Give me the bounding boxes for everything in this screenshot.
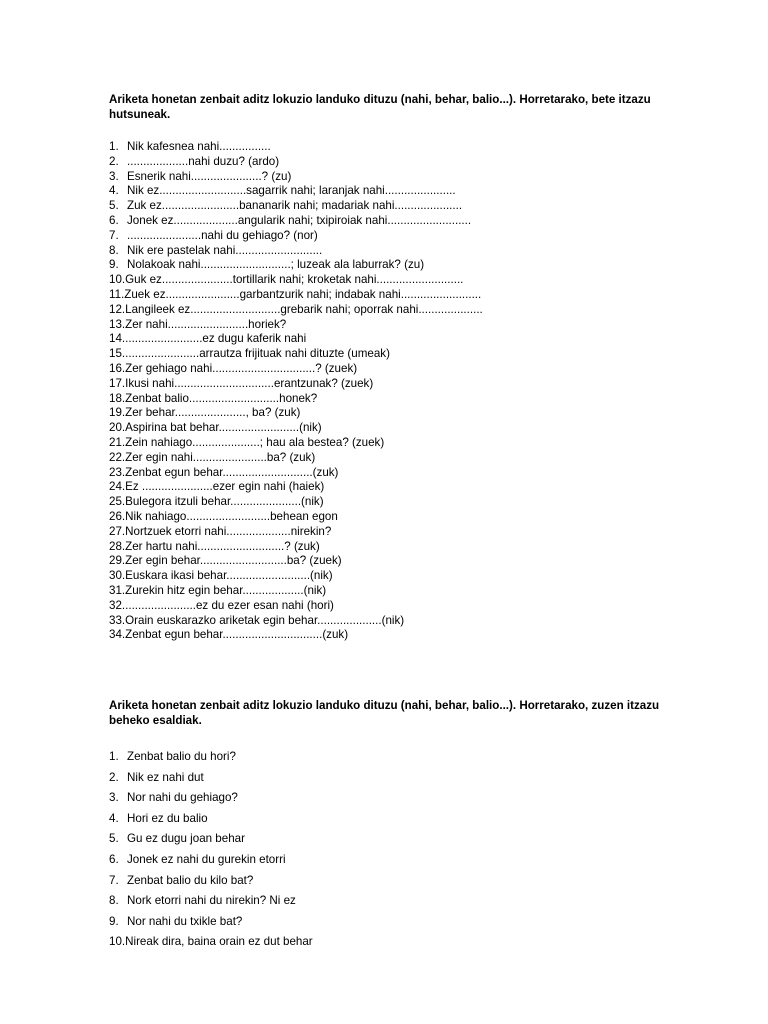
- exercise-item: [109, 406, 669, 421]
- item-text: Bulegora itzuli behar......................(nik): [125, 495, 324, 509]
- item-text: Zenbat egun behar...............................(zuk): [125, 628, 349, 642]
- item-number: 29.: [109, 554, 126, 568]
- item-text: Zer hartu nahi...........................? (zuk): [125, 539, 320, 553]
- item-text: Zein nahiago.....................; hau ala bestea? (zuek): [125, 435, 385, 449]
- item-text: Nik ere pastelak nahi...........................: [127, 243, 323, 257]
- exercise-item: [109, 614, 669, 629]
- item-text: Nik ez nahi dut: [127, 770, 204, 784]
- exercise-instruction: Ariketa honetan zenbait aditz lokuzio landuko dituzu (nahi, behar, balio...). Horretarako, bete itzazu hutsuneak.: [109, 93, 651, 121]
- item-number: 13.: [109, 317, 126, 331]
- exercise-item: [109, 318, 669, 333]
- item-number: 6.: [109, 852, 119, 866]
- exercise-item: [109, 273, 669, 288]
- item-number: 3.: [109, 791, 119, 805]
- item-number: 3.: [109, 169, 119, 183]
- exercise-item: [109, 436, 669, 451]
- exercise-item: [109, 510, 669, 525]
- item-number: 34.: [109, 628, 126, 642]
- exercise-item: [109, 332, 669, 347]
- exercise-item: [109, 891, 669, 912]
- item-text: Nork etorri nahi du nirekin? Ni ez: [127, 894, 296, 908]
- item-text: Jonek ez nahi du gurekin etorri: [127, 852, 286, 866]
- item-text: Nortzuek etorri nahi....................nirekin?: [125, 524, 332, 538]
- item-text: Ez ......................ezer egin nahi (haiek): [125, 480, 325, 494]
- item-number: 2.: [109, 154, 119, 168]
- exercise-item: [109, 932, 669, 953]
- item-number: 21.: [109, 435, 126, 449]
- item-text: Zenbat egun behar............................(zuk): [125, 465, 339, 479]
- exercise-item: [109, 495, 669, 510]
- item-text: Euskara ikasi behar..........................(nik): [125, 569, 333, 583]
- item-number: 19.: [109, 406, 126, 420]
- exercise-list: [109, 140, 669, 643]
- exercise-section-correct-sentences: [109, 698, 669, 953]
- item-text: ...................nahi duzu? (ardo): [127, 154, 280, 168]
- exercise-item: [109, 747, 669, 768]
- item-number: 4.: [109, 184, 119, 198]
- item-number: 24.: [109, 480, 126, 494]
- exercise-item: [109, 584, 669, 599]
- item-number: 10.: [109, 273, 126, 287]
- exercise-item: [109, 599, 669, 614]
- exercise-item: [109, 184, 669, 199]
- item-text: Ikusi nahi...............................erantzunak? (zuek): [125, 376, 374, 390]
- item-text: .......................nahi du gehiago? (nor): [127, 228, 318, 242]
- exercise-item: [109, 258, 669, 273]
- item-number: 27.: [109, 524, 126, 538]
- item-number: 14.: [109, 332, 126, 346]
- item-text: Zuek ez.......................garbantzurik nahi; indabak nahi.........................: [124, 287, 482, 301]
- exercise-item: [109, 244, 669, 259]
- exercise-item: [109, 912, 669, 933]
- item-text: Nor nahi du gehiago?: [127, 791, 238, 805]
- exercise-item: [109, 480, 669, 495]
- item-text: Zer nahi.........................horiek?: [125, 317, 287, 331]
- exercise-item: [109, 199, 669, 214]
- item-text: Nolakoak nahi............................; luzeak ala laburrak? (zu): [127, 258, 425, 272]
- exercise-item: [109, 628, 669, 643]
- item-number: 20.: [109, 421, 126, 435]
- exercise-section-fill-blanks: [109, 92, 669, 643]
- item-text: Nik kafesnea nahi................: [127, 140, 271, 153]
- item-text: ........................ez dugu kaferik nahi: [125, 332, 307, 346]
- item-text: Orain euskarazko ariketak egin behar....................(nik): [125, 613, 405, 627]
- item-number: 8.: [109, 894, 119, 908]
- item-text: Aspirina bat behar.........................(nik): [125, 421, 322, 435]
- exercise-item: [109, 392, 669, 407]
- exercise-item: [109, 140, 669, 155]
- exercise-item: [109, 214, 669, 229]
- item-number: 17.: [109, 376, 126, 390]
- item-text: Zenbat balio............................honek?: [125, 391, 318, 405]
- exercise-list: [109, 747, 669, 953]
- item-number: 25.: [109, 495, 126, 509]
- exercise-item: [109, 303, 669, 318]
- item-number: 31.: [109, 583, 126, 597]
- item-number: 7.: [109, 228, 119, 242]
- item-text: Zurekin hitz egin behar...................(nik): [125, 583, 327, 597]
- item-text: Zer egin nahi.......................ba? (zuk): [125, 450, 316, 464]
- item-number: 16.: [109, 361, 126, 375]
- item-text: Zuk ez........................bananarik nahi; madariak nahi.....................: [127, 199, 463, 213]
- item-text: Hori ez du balio: [127, 811, 208, 825]
- exercise-item: [109, 288, 669, 303]
- exercise-item: [109, 466, 669, 481]
- item-number: 6.: [109, 213, 119, 227]
- item-text: Nor nahi du txikle bat?: [127, 914, 243, 928]
- exercise-item: [109, 809, 669, 830]
- exercise-item: [109, 850, 669, 871]
- item-text: Guk ez......................tortillarik nahi; kroketak nahi...........................: [125, 273, 464, 287]
- item-text: .......................arrautza frijituak nahi dituzte (umeak): [125, 347, 390, 361]
- item-number: 33.: [109, 613, 126, 627]
- exercise-item: [109, 829, 669, 850]
- item-number: 10.: [109, 935, 126, 949]
- item-text: Jonek ez....................angularik nahi; txipiroiak nahi..........................: [127, 213, 472, 227]
- item-number: 1.: [109, 750, 119, 763]
- exercise-item: [109, 451, 669, 466]
- item-number: 9.: [109, 914, 119, 928]
- exercise-item: [109, 569, 669, 584]
- exercise-item: [109, 421, 669, 436]
- item-number: 9.: [109, 258, 119, 272]
- exercise-item: [109, 155, 669, 170]
- item-number: 5.: [109, 199, 119, 213]
- item-text: Langileek ez............................grebarik nahi; oporrak nahi....................: [125, 302, 483, 316]
- item-number: 7.: [109, 873, 119, 887]
- exercise-item: [109, 554, 669, 569]
- exercise-instruction: Ariketa honetan zenbait aditz lokuzio landuko dituzu (nahi, behar, balio...). Horretarako, zuzen itzazu beheko esaldiak.: [109, 699, 660, 727]
- item-number: 5.: [109, 832, 119, 846]
- item-number: 8.: [109, 243, 119, 257]
- item-number: 11.: [109, 287, 125, 301]
- item-number: 12.: [109, 302, 126, 316]
- item-number: 1.: [109, 140, 119, 153]
- exercise-item: [109, 540, 669, 555]
- item-text: ......................ez du ezer esan nahi (hori): [125, 598, 334, 612]
- item-text: Esnerik nahi......................? (zu): [127, 169, 292, 183]
- item-number: 26.: [109, 509, 126, 523]
- exercise-item: [109, 377, 669, 392]
- item-number: 15.: [109, 347, 126, 361]
- exercise-item: [109, 871, 669, 892]
- item-text: Nireak dira, baina orain ez dut behar: [125, 935, 313, 949]
- item-text: Zer gehiago nahi................................? (zuek): [125, 361, 358, 375]
- item-number: 22.: [109, 450, 126, 464]
- item-number: 4.: [109, 811, 119, 825]
- item-number: 18.: [109, 391, 126, 405]
- item-number: 28.: [109, 539, 126, 553]
- item-text: Zer egin behar...........................ba? (zuek): [125, 554, 342, 568]
- exercise-item: [109, 170, 669, 185]
- item-text: Zer behar......................, ba? (zuk): [125, 406, 301, 420]
- item-number: 32.: [109, 598, 126, 612]
- item-text: Gu ez dugu joan behar: [127, 832, 245, 846]
- item-text: Zenbat balio du kilo bat?: [127, 873, 254, 887]
- exercise-item: [109, 362, 669, 377]
- item-text: Zenbat balio du hori?: [127, 750, 236, 763]
- item-number: 30.: [109, 569, 126, 583]
- exercise-item: [109, 768, 669, 789]
- exercise-item: [109, 229, 669, 244]
- exercise-item: [109, 525, 669, 540]
- exercise-item: [109, 788, 669, 809]
- exercise-item: [109, 347, 669, 362]
- item-number: 2.: [109, 770, 119, 784]
- item-text: Nik ez...........................sagarrik nahi; laranjak nahi......................: [127, 184, 456, 198]
- item-text: Nik nahiago..........................behean egon: [125, 509, 338, 523]
- item-number: 23.: [109, 465, 126, 479]
